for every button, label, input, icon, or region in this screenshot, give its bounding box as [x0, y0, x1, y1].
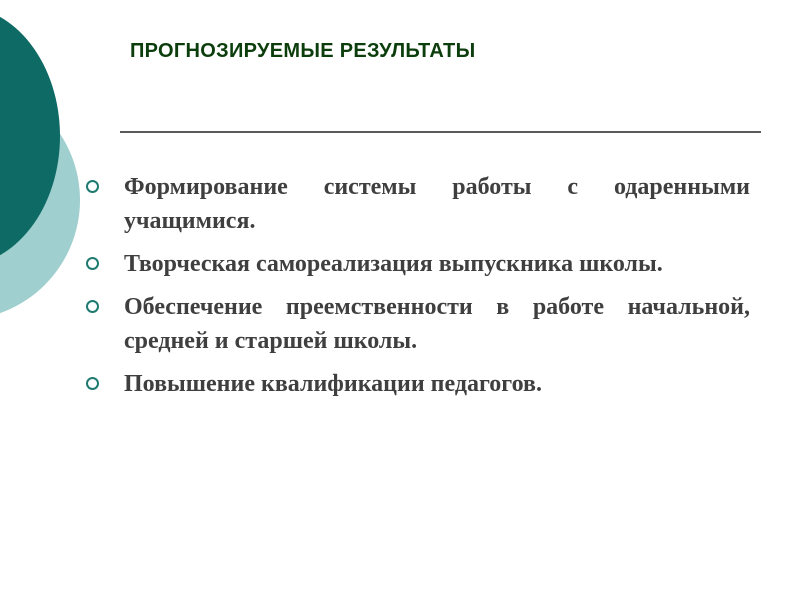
slide-title: ПРОГНОЗИРУЕМЫЕ РЕЗУЛЬТАТЫ [130, 40, 476, 62]
bullet-text-4: Повышение квалификации педагогов. [124, 371, 542, 397]
bullet-item-1 [86, 170, 750, 238]
bullet-text-2: Творческая самореализация выпускника школы. [124, 251, 663, 277]
hollow-circle-bullet-icon [86, 377, 99, 390]
bullet-list [86, 170, 750, 410]
bullet-item-2 [86, 247, 750, 281]
hollow-circle-bullet-icon [86, 300, 99, 313]
bullet-item-4 [86, 367, 750, 401]
hollow-circle-bullet-icon [86, 180, 99, 193]
title-underline-divider [120, 131, 761, 133]
bullet-text-3: Обеспечение преемственности в работе начальной, средней и старшей школы. [124, 294, 750, 354]
hollow-circle-bullet-icon [86, 257, 99, 270]
bullet-item-3 [86, 290, 750, 358]
bullet-text-1: Формирование системы работы с одаренными учащимися. [124, 174, 750, 234]
